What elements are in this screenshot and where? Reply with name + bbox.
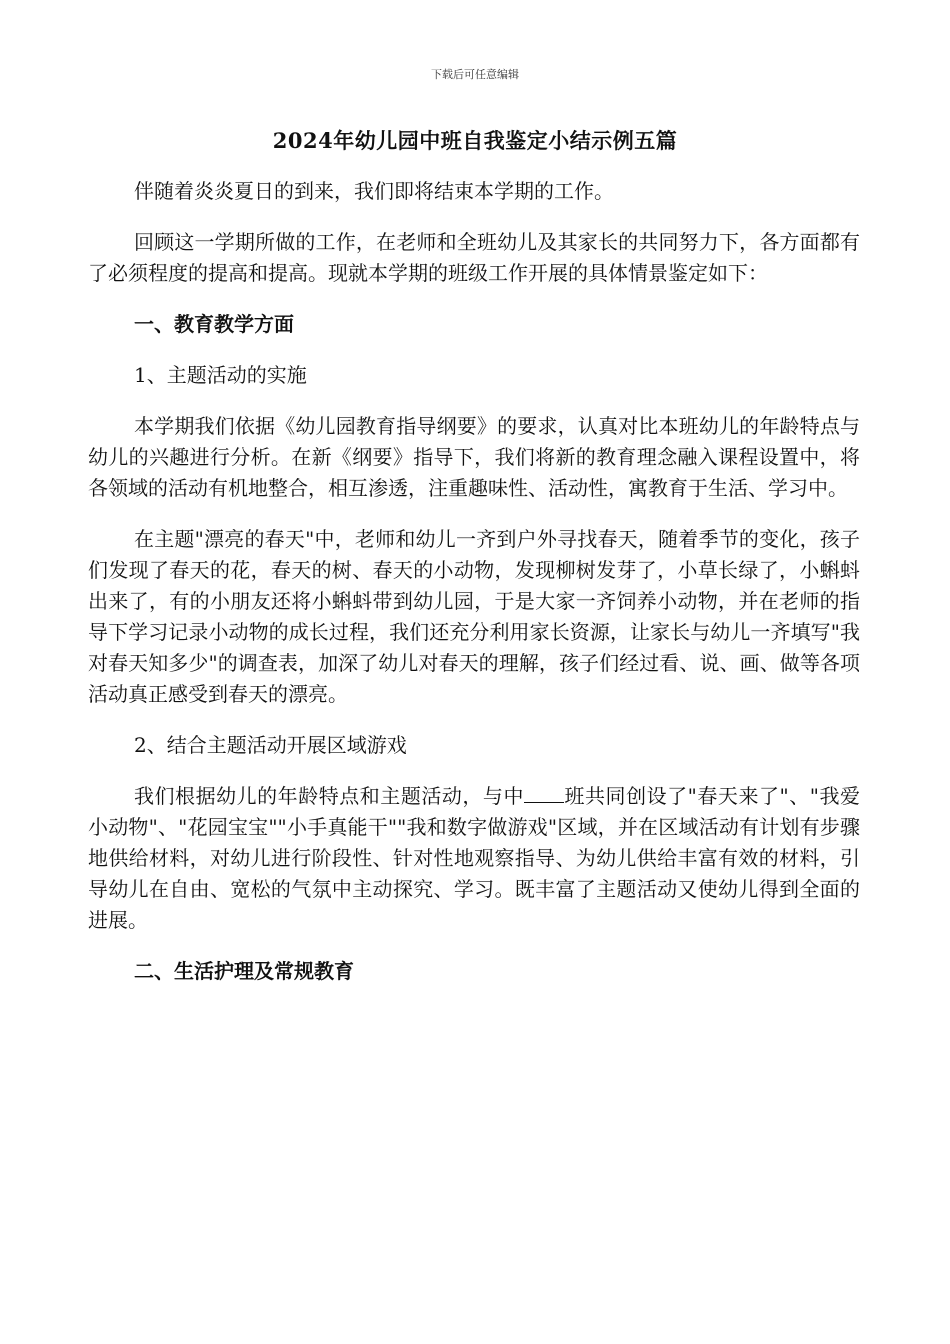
document-body — [88, 176, 860, 1007]
document-title: 2024年幼儿园中班自我鉴定小结示例五篇 — [272, 128, 678, 153]
paragraph-curriculum: 本学期我们依据《幼儿园教育指导纲要》的要求，认真对比本班幼儿的年龄特点与幼儿的兴趣进行分析。在新《纲要》指导下，我们将新的教育理念融入课程设置中，将各领域的活动有机地整合，相互渗透，注重趣味性、活动性，寓教育于生活、学习中。 — [88, 414, 860, 500]
paragraph-review: 回顾这一学期所做的工作，在老师和全班幼儿及其家长的共同努力下，各方面都有了必须程度的提高和提高。现就本学期的班级工作开展的具体情景鉴定如下： — [88, 230, 860, 285]
subheading-area-games: 2、结合主题活动开展区域游戏 — [134, 733, 407, 757]
section-heading-teaching: 一、教育教学方面 — [134, 312, 294, 336]
paragraph-intro: 伴随着炎炎夏日的到来，我们即将结束本学期的工作。 — [134, 179, 614, 203]
paragraph-area-games — [88, 781, 860, 936]
section-heading-life-care: 二、生活护理及常规教育 — [134, 959, 354, 983]
paragraph-spring-theme: 在主题"漂亮的春天"中，老师和幼儿一齐到户外寻找春天，随着季节的变化，孩子们发现了春天的花，春天的树、春天的小动物，发现柳树发芽了，小草长绿了，小蝌蚪出来了，有的小朋友还将小蝌蚪带到幼儿园，于是大家一齐饲养小动物，并在老师的指导下学习记录小动物的成长过程，我们还充分利用家长资源，让家长与幼儿一齐填写"我对春天知多少"的调查表，加深了幼儿对春天的理解，孩子们经过看、说、画、做等各项活动真正感受到春天的漂亮。 — [88, 527, 860, 706]
subheading-theme-activities: 1、主题活动的实施 — [134, 363, 307, 387]
fill-in-blank — [524, 784, 564, 803]
header-note: 下载后可任意编辑 — [431, 68, 519, 81]
area-games-text-before: 我们根据幼儿的年龄特点和主题活动，与中 — [134, 784, 524, 808]
area-games-text-after: 班共同创设了"春天来了"、"我爱小动物"、"花园宝宝""小手真能干""我和数字做游戏"区域，并在区域活动有计划有步骤地供给材料，对幼儿进行阶段性、针对性地观察指导、为幼儿供给丰富有效的材料，引导幼儿在自由、宽松的气氛中主动探究、学习。既丰富了主题活动又使幼儿得到全面的进展。 — [88, 784, 860, 932]
